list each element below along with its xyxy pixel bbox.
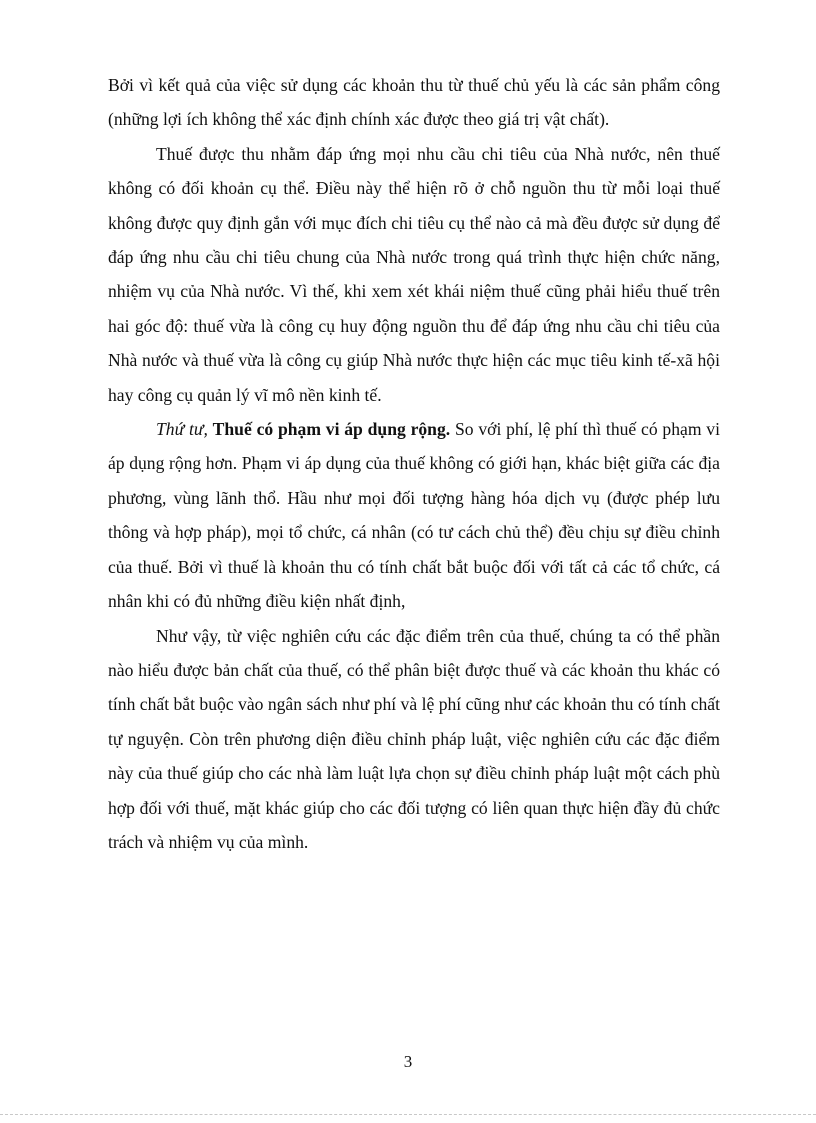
document-body	[108, 68, 720, 859]
paragraph-4: Như vậy, từ việc nghiên cứu các đặc điểm trên của thuế, chúng ta có thể phần nào hiểu được bản chất của thuế, có thể phân biệt được thuế và các khoản thu khác có tính chất bắt buộc vào ngân sách như phí và lệ phí cũng như các khoản thu có tính chất tự nguyện. Còn trên phương diện điều chỉnh pháp luật, việc nghiên cứu các đặc điểm này của thuế giúp cho các nhà làm luật lựa chọn sự điều chỉnh pháp luật một cách phù hợp đối với thuế, mặt khác giúp cho các đối tượng có liên quan thực hiện đầy đủ chức trách và nhiệm vụ của mình.	[108, 625, 720, 852]
paragraph-3-lead-bold: Thuế có phạm vi áp dụng rộng.	[212, 419, 451, 440]
paragraph-3-body: So với phí, lệ phí thì thuế có phạm vi áp dụng rộng hơn. Phạm vi áp dụng của thuế không có giới hạn, khác biệt giữa các địa phương, vùng lãnh thổ. Hầu như mọi đối tượng hàng hóa dịch vụ (được phép lưu thông và hợp pháp), mọi tổ chức, cá nhân (có tư cách chủ thể) đều chịu sự điều chỉnh của thuế. Bởi vì thuế là khoản thu có tính chất bắt buộc đối với tất cả các tổ chức, cá nhân khi có đủ những điều kiện nhất định,	[108, 419, 720, 612]
paragraph-3-lead-italic: Thứ tư,	[156, 419, 208, 440]
paragraph-3	[108, 412, 720, 618]
page-bottom-border	[0, 1114, 816, 1115]
page-number: 3	[403, 1052, 413, 1071]
paragraph-1: Bởi vì kết quả của việc sử dụng các khoản thu từ thuế chủ yếu là các sản phẩm công (những lợi ích không thể xác định chính xác được theo giá trị vật chất).	[108, 75, 720, 130]
paragraph-2: Thuế được thu nhằm đáp ứng mọi nhu cầu chi tiêu của Nhà nước, nên thuế không có đối khoản cụ thể. Điều này thể hiện rõ ở chỗ nguồn thu từ mỗi loại thuế không được quy định gắn với mục đích chi tiêu cụ thể nào cả mà đều được sử dụng để đáp ứng nhu cầu chi tiêu chung của Nhà nước trong quá trình thực hiện chức năng, nhiệm vụ của Nhà nước. Vì thế, khi xem xét khái niệm thuế cũng phải hiểu thuế trên hai góc độ: thuế vừa là công cụ huy động nguồn thu để đáp ứng nhu cầu chi tiêu của Nhà nước và thuế vừa là công cụ giúp Nhà nước thực hiện các mục tiêu kinh tế-xã hội hay công cụ quản lý vĩ mô nền kinh tế.	[108, 143, 720, 405]
